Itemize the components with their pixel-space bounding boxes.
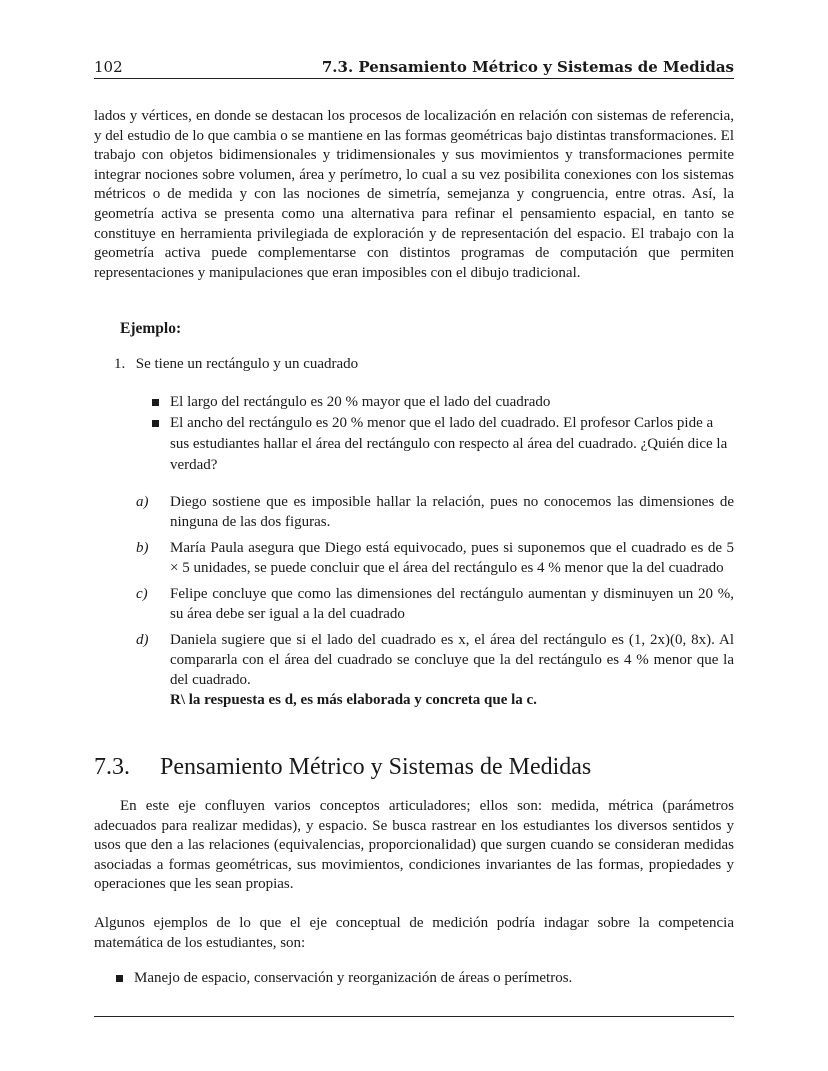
bullet-square-icon bbox=[152, 399, 159, 406]
list-item: El ancho del rectángulo es 20 % menor que el lado del cuadrado. El profesor Carlos pide a sus estudiantes hallar el área del rectángulo con respecto al área del cuadrado. ¿Quién dice la verdad? bbox=[150, 413, 734, 476]
example-item-text: Se tiene un rectángulo y un cuadrado bbox=[135, 356, 359, 372]
option-c bbox=[136, 584, 734, 624]
page-number: 102 bbox=[94, 58, 123, 76]
section-heading bbox=[94, 754, 591, 781]
option-label: c) bbox=[136, 586, 148, 602]
answer-text: R\ la respuesta es d, es más elaborada y concreta que la c. bbox=[170, 692, 537, 708]
example-label: Ejemplo: bbox=[120, 320, 182, 337]
section-paragraph-2: Algunos ejemplos de lo que el eje conceptual de medición podría indagar sobre la competencia matemática de los estudiantes, son: bbox=[94, 915, 734, 951]
intro-paragraph: lados y vértices, en donde se destacan los procesos de localización en relación con sistemas de referencia, y del estudio de lo que cambia o se mantiene en las formas geométricas bajo distintas transformaciones. El trabajo con objetos bidimensionales y tridimensionales y sus movimientos y transformaciones permite integrar nociones sobre volumen, área y perímetro, lo cual a su vez posibilita conexiones con los sistemas métricos o de medida y con las nociones de simetría, semejanza y congruencia, entre otras. Así, la geometría activa se presenta como una alternativa para refinar el pensamiento espacial, en tanto se constituye en herramienta privilegiada de exploración y de representación del espacio. El trabajo con la geometría activa puede complementarse con distintos programas de computación que permiten representaciones y manipulaciones que eran imposibles con el dibujo tradicional. bbox=[94, 108, 734, 281]
section-paragraph: En este eje confluyen varios conceptos articuladores; ellos son: medida, métrica (parámetros adecuados para realizar medidas), y espacio. Se busca rastrear en los estudiantes los diversos sentidos y usos que den a las relaciones (equivalencias, proporcionalidad) que surgen cuando se consideran medidas asociadas a formas geométricas, sus movimientos, condiciones invariantes de las formas, propiedades y operaciones que les sean propias. bbox=[94, 798, 734, 893]
footer-rule bbox=[94, 1016, 734, 1017]
list-item: El largo del rectángulo es 20 % mayor que el lado del cuadrado bbox=[150, 392, 734, 413]
option-text: Diego sostiene que es imposible hallar la relación, pues no conocemos las dimensiones de ninguna de las dos figuras. bbox=[170, 494, 734, 530]
option-label: b) bbox=[136, 540, 149, 556]
list-item: Manejo de espacio, conservación y reorganización de áreas o perímetros. bbox=[114, 968, 734, 988]
bullet-square-icon bbox=[152, 420, 159, 427]
section-number: 7.3. bbox=[94, 754, 130, 780]
section-title: Pensamiento Métrico y Sistemas de Medidas bbox=[160, 754, 592, 780]
running-header bbox=[94, 56, 734, 79]
running-title: 7.3. Pensamiento Métrico y Sistemas de Medidas bbox=[321, 58, 734, 76]
option-label: a) bbox=[136, 494, 149, 510]
option-b bbox=[136, 538, 734, 578]
option-text: María Paula asegura que Diego está equivocado, pues si suponemos que el cuadrado es de 5 × 5 unidades, se puede concluir que el área del rectángulo es 4 % menor que la del cuadrado bbox=[170, 540, 734, 576]
option-text: Daniela sugiere que si el lado del cuadrado es x, el área del rectángulo es (1, 2x)(0, 8x). Al compararla con el área del cuadrado se concluye que la del rectángulo es 4 % menor que la del cuadrado. bbox=[170, 632, 734, 688]
bullet-square-icon bbox=[116, 975, 123, 982]
example-bullet-list bbox=[150, 392, 734, 476]
example-item-number: 1. bbox=[114, 356, 126, 372]
example-item bbox=[114, 356, 358, 373]
option-text: Felipe concluye que como las dimensiones del rectángulo aumentan y disminuyen un 20 %, su área debe ser igual a la del cuadrado bbox=[170, 586, 734, 622]
option-label: d) bbox=[136, 632, 149, 648]
answer-options bbox=[136, 492, 734, 716]
option-d bbox=[136, 630, 734, 710]
option-a bbox=[136, 492, 734, 532]
section-bullet-list bbox=[114, 968, 734, 988]
